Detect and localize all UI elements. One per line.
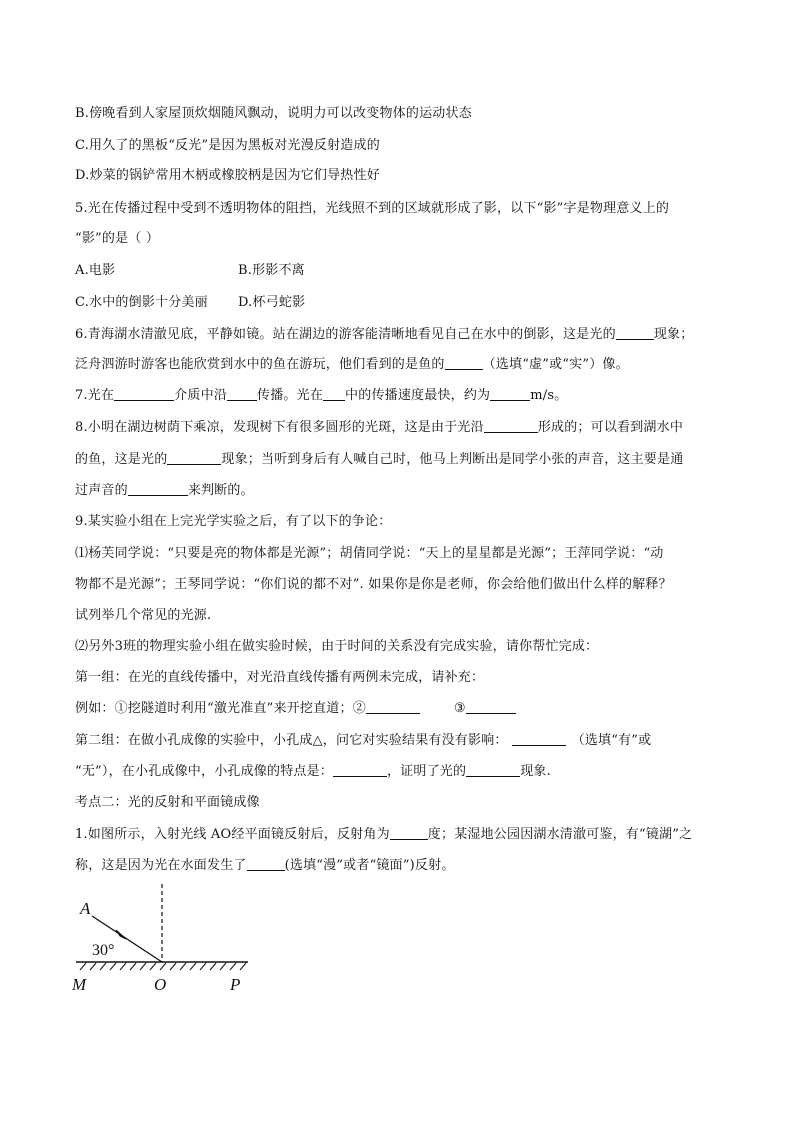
q6-text-b: 现象； (653, 327, 694, 342)
option-b-line (75, 104, 725, 124)
q9-part1-text-end: 试列举几个常见的光源. (75, 608, 212, 623)
answer-blank[interactable] (167, 450, 221, 465)
answer-blank[interactable] (333, 762, 387, 777)
q9-group2-text-e: 现象. (520, 764, 551, 779)
question-7-line (75, 386, 725, 406)
q1-text-b: 度；某湿地公园因湖水清澈可鉴，有“镜湖”之 (427, 827, 693, 842)
option-c-text: C.用久了的黑板“反光”是因为黑板对光漫反射造成的 (75, 138, 380, 153)
label-p: P (230, 975, 241, 994)
answer-blank[interactable] (490, 386, 530, 401)
question-5-line2 (75, 229, 725, 249)
q5-option-b: B.形影不离 (238, 263, 305, 278)
question-9-line1 (75, 512, 725, 532)
option-d-line (75, 166, 725, 186)
question-8-line3 (75, 481, 725, 501)
question-5-text: 5.光在传播过程中受到不透明物体的阻挡，光线照不到的区域就形成了影，以下“影”字是物理意义上的 (75, 201, 670, 216)
q9-text: 9.某实验小组在上完光学实验之后，有了以下的争论： (75, 514, 392, 529)
section-title: 考点二：光的反射和平面镜成像 (75, 795, 260, 810)
q9-example-text: 例如：①挖隧道时利用“激光准直”来开挖直道；② (75, 701, 366, 716)
q9-part1-text-cont: 物都不是光源”；王琴同学说：“你们说的都不对”. 如果你是你是老师，你会给他们做出什么样的解释？ (75, 577, 672, 592)
answer-blank[interactable] (466, 762, 520, 777)
answer-blank[interactable] (512, 731, 566, 746)
q1-text-d: (选填“漫”或者“镜面”)反射。 (284, 858, 455, 873)
q1-text-c: 称，这是因为光在水面发生了 (75, 858, 247, 873)
q9-group2-text-b: （选填“有”或 (571, 733, 652, 748)
question-9-line4 (75, 606, 725, 626)
q6-text-d: （选填“虚”或“实”）像。 (482, 357, 629, 372)
question-9-line6 (75, 668, 725, 688)
mirror-hatching (80, 963, 246, 970)
option-c-line (75, 136, 725, 156)
q7-text-b: 介质中沿 (174, 388, 228, 403)
q9-example-3: ③ (453, 701, 466, 716)
q9-group1-text: 第一组：在光的直线传播中，对光沿直线传播有两例未完成，请补充： (75, 670, 485, 685)
question-8-line1 (75, 418, 725, 438)
q9-group2-text: 第二组：在做小孔成像的实验中，小孔成△，问它对实验结果有没有影响： (75, 733, 508, 748)
q5-option-c: C.水中的倒影十分美丽 (75, 295, 208, 310)
question-1-line2 (75, 856, 725, 876)
q5-option-d: D.杯弓蛇影 (238, 295, 306, 310)
q9-part2-text: ⑵另外3班的物理实验小组在做实验时候，由于时间的关系没有完成实验，请你帮忙完成： (75, 639, 599, 654)
answer-blank[interactable] (227, 386, 257, 401)
question-9-line5 (75, 637, 725, 657)
q6-text-a: 6.青海湖水清澈见底，平静如镜。站在湖边的游客能清晰地看见自己在水中的倒影，这是光的 (75, 327, 616, 342)
question-9-line9 (75, 762, 725, 782)
q6-text-c: 泛舟泗游时游客也能欣赏到水中的鱼在游玩，他们看到的是鱼的 (75, 357, 445, 372)
question-5-options-ab (75, 261, 725, 281)
q8-text-a: 8.小明在湖边树荫下乘凉，发现树下有很多圆形的光斑，这是由于光沿 (75, 420, 484, 435)
question-9-line8 (75, 731, 725, 751)
question-9-line3 (75, 575, 725, 595)
answer-blank[interactable] (114, 386, 174, 401)
q7-text-c: 传播。光在 (257, 388, 324, 403)
answer-blank[interactable] (247, 856, 285, 871)
q9-group2-text-c: “无”），在小孔成像中，小孔成像的特点是： (75, 764, 333, 779)
question-6-line2 (75, 355, 725, 375)
answer-blank[interactable] (484, 418, 538, 433)
angle-label: 30° (92, 942, 115, 959)
q8-text-d: 现象；当听到身后有人喊自己时，他马上判断出是同学小张的声音，这主要是通 (221, 452, 684, 467)
answer-blank[interactable] (466, 699, 516, 714)
ray-arrow-icon (116, 930, 126, 939)
label-m: M (72, 975, 87, 994)
q8-text-b: 形成的；可以看到湖水中 (537, 420, 684, 435)
q5-option-a: A.电影 (75, 263, 116, 278)
question-8-line2 (75, 450, 725, 470)
q7-text-a: 7.光在 (75, 388, 115, 403)
q1-text-a: 1.如图所示，入射光线 AO经平面镜反射后，反射角为 (75, 827, 390, 842)
question-9-line2 (75, 544, 725, 564)
question-9-line7 (75, 699, 725, 719)
label-a: A (80, 899, 91, 918)
answer-blank[interactable] (390, 825, 428, 840)
answer-blank[interactable] (323, 386, 345, 401)
answer-blank[interactable] (616, 325, 654, 340)
q9-group2-text-d: ，证明了光的 (387, 764, 467, 779)
label-o: O (154, 975, 167, 994)
question-6-line1 (75, 325, 725, 345)
q9-part1-text: ⑴杨芙同学说：“只要是亮的物体都是光源”；胡倩同学说：“天上的星星都是光源”；王萍同学说：“动 (75, 546, 664, 561)
answer-blank[interactable] (366, 699, 420, 714)
question-5-line1 (75, 199, 725, 219)
question-5-options-cd (75, 293, 725, 313)
option-b-text: B.傍晚看到人家屋顶炊烟随风飘动，说明力可以改变物体的运动状态 (75, 106, 472, 121)
question-5-text-cont: “影”的是（ ） (75, 231, 160, 246)
q7-text-e: m/s。 (530, 388, 568, 403)
reflection-diagram (68, 880, 268, 1000)
answer-blank[interactable] (128, 481, 188, 496)
option-d-text: D.炒菜的锅铲常用木柄或橡胶柄是因为它们导热性好 (75, 168, 380, 183)
q8-text-c: 的鱼，这是光的 (75, 452, 168, 467)
question-1-line1 (75, 825, 725, 845)
q8-text-f: 来判断的。 (187, 483, 254, 498)
section-heading (75, 793, 725, 813)
q8-text-e: 过声音的 (75, 483, 128, 498)
answer-blank[interactable] (445, 355, 483, 370)
q7-text-d: 中的传播速度最快，约为 (345, 388, 491, 403)
